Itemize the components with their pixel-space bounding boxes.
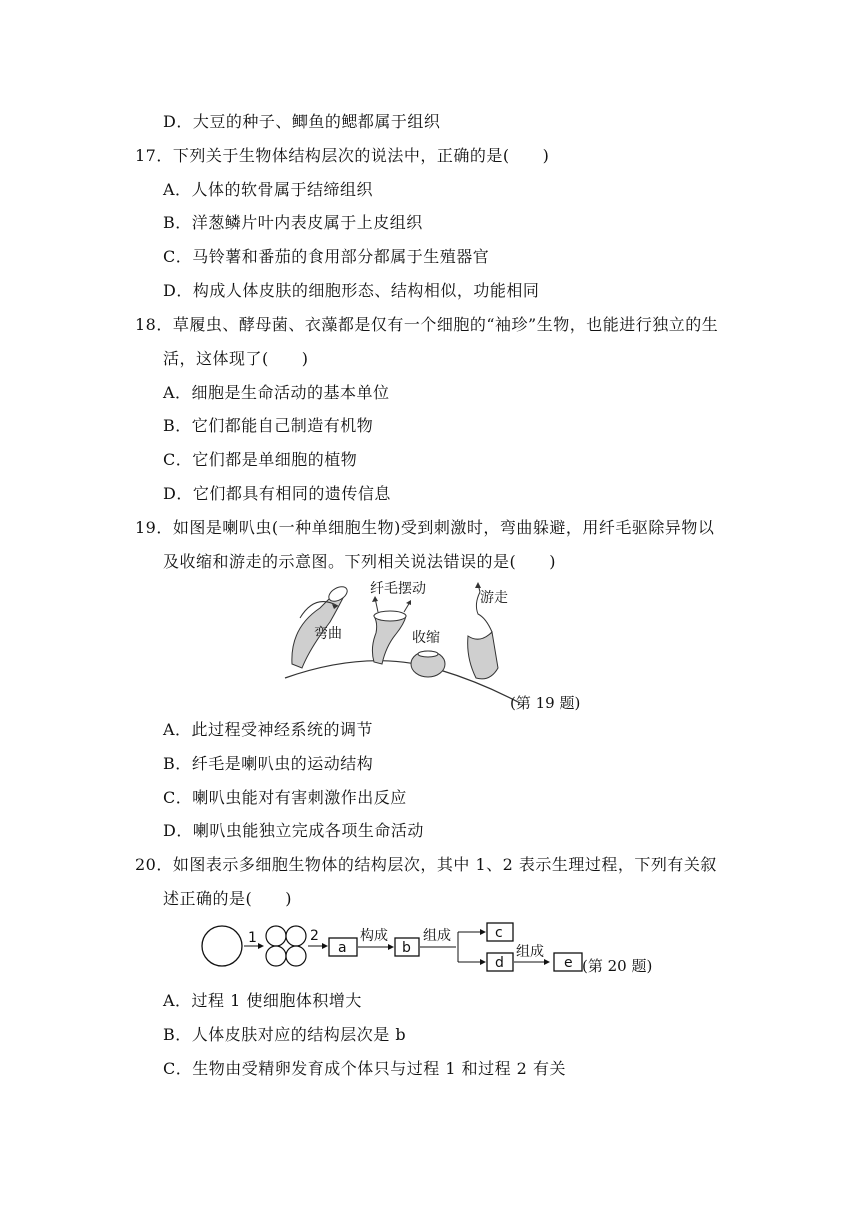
q19-figure-caption: (第 19 题) xyxy=(510,694,581,712)
q18-option-b: B．它们都能自己制造有机物 xyxy=(163,416,374,435)
q20-stem-line2: 述正确的是( ) xyxy=(163,889,292,908)
q20-option-b: B．人体皮肤对应的结构层次是 b xyxy=(163,1025,407,1044)
q17-option-a: A．人体的软骨属于结缔组织 xyxy=(163,180,374,199)
q19-option-b: B．纤毛是喇叭虫的运动结构 xyxy=(163,754,374,773)
divided-cell-2 xyxy=(286,926,306,946)
svg-text:c: c xyxy=(495,925,503,941)
q18-option-d: D．它们都具有相同的遗传信息 xyxy=(163,484,391,503)
q16-option-d: D．大豆的种子、鲫鱼的鳃都属于组织 xyxy=(163,112,441,131)
q17-option-b: B．洋葱鳞片叶内表皮属于上皮组织 xyxy=(163,213,423,232)
q19-option-a: A．此过程受神经系统的调节 xyxy=(163,720,374,739)
svg-text:a: a xyxy=(338,940,347,956)
q17-stem: 17．下列关于生物体结构层次的说法中，正确的是( ) xyxy=(135,146,550,165)
structure-levels-diagram xyxy=(198,918,560,978)
label-bend: 弯曲 xyxy=(314,626,342,642)
q19-option-c: C．喇叭虫能对有害刺激作出反应 xyxy=(163,788,407,807)
arrow-label-form1: 构成 xyxy=(360,928,388,944)
q18-stem-line1: 18．草履虫、酵母菌、衣藻都是仅有一个细胞的“袖珍”生物，也能进行独立的生 xyxy=(135,315,719,334)
divided-cell-4 xyxy=(286,946,306,966)
label-swim: 游走 xyxy=(480,590,508,606)
trumpet-animalcule-figure xyxy=(280,578,530,708)
divided-cell-3 xyxy=(266,946,286,966)
step-1-label: 1 xyxy=(248,930,257,946)
swimming-organism-shape xyxy=(468,632,498,679)
arrow-label-form2: 组成 xyxy=(423,928,451,944)
step-2-label: 2 xyxy=(310,928,319,944)
q20-option-c: C．生物由受精卵发育成个体只与过程 1 和过程 2 有关 xyxy=(163,1059,566,1078)
box-e-wrapper xyxy=(552,950,586,974)
q19-option-d: D．喇叭虫能独立完成各项生命活动 xyxy=(163,821,424,840)
svg-text:e: e xyxy=(564,955,573,971)
divided-cell-1 xyxy=(266,926,286,946)
cilia-organism-mouth xyxy=(374,611,406,621)
q17-option-d: D．构成人体皮肤的细胞形态、结构相似，功能相同 xyxy=(163,281,540,300)
arrow-label-form3: 组成 xyxy=(516,944,544,960)
q18-stem-line2: 活，这体现了( ) xyxy=(163,349,309,368)
q20-option-a: A．过程 1 使细胞体积增大 xyxy=(163,991,362,1010)
label-contract: 收缩 xyxy=(412,630,440,646)
fertilized-egg-cell xyxy=(202,926,242,966)
q19-stem-line1: 19．如图是喇叭虫(一种单细胞生物)受到刺激时，弯曲躲避，用纤毛驱除异物以 xyxy=(135,518,715,537)
q18-option-c: C．它们都是单细胞的植物 xyxy=(163,450,358,469)
q20-figure-caption: (第 20 题) xyxy=(582,957,653,975)
q18-option-a: A．细胞是生命活动的基本单位 xyxy=(163,383,390,402)
svg-text:b: b xyxy=(402,940,411,956)
svg-text:d: d xyxy=(495,955,504,971)
label-cilia: 纤毛摆动 xyxy=(370,581,426,597)
q17-option-c: C．马铃薯和番茄的食用部分都属于生殖器官 xyxy=(163,247,490,266)
q19-stem-line2: 及收缩和游走的示意图。下列相关说法错误的是( ) xyxy=(163,552,556,571)
cilia-organism-shape xyxy=(372,616,406,664)
q20-stem-line1: 20．如图表示多细胞生物体的结构层次，其中 1、2 表示生理过程，下列有关叙 xyxy=(135,855,717,874)
